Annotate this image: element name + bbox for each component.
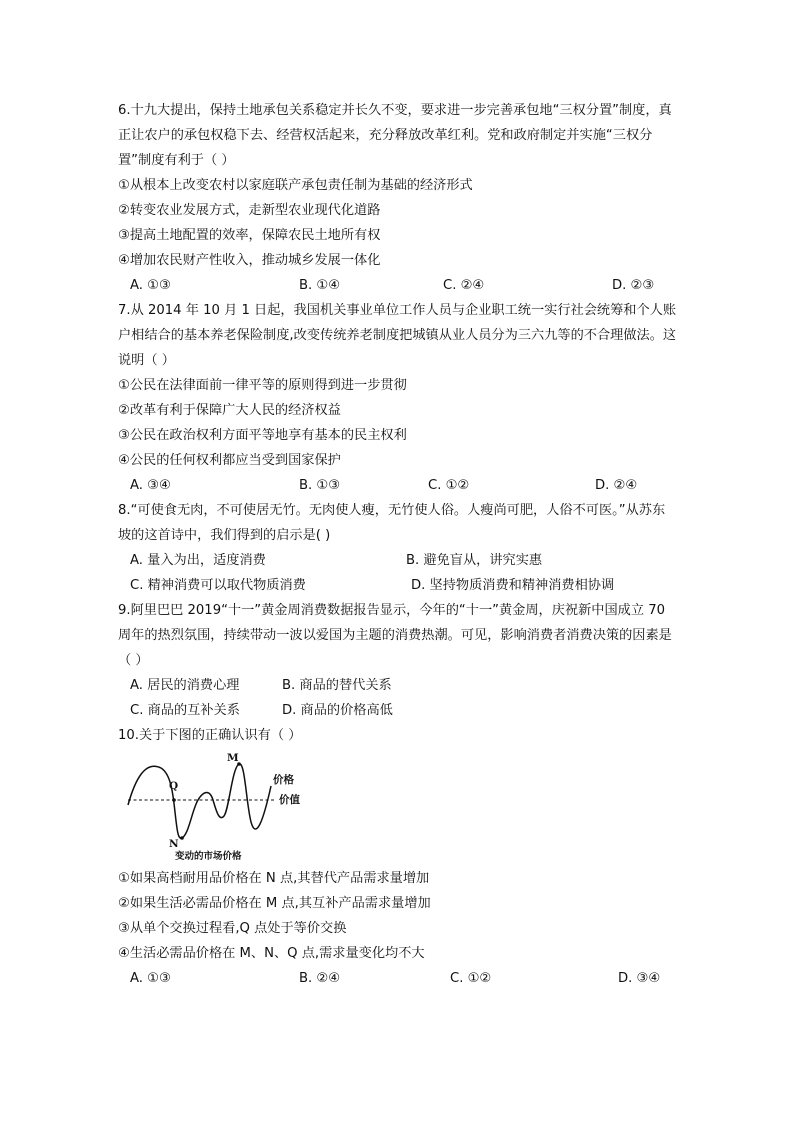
option-a[interactable]: A. 居民的消费心理 xyxy=(130,678,240,693)
option-a[interactable]: A. ①③ xyxy=(130,278,171,293)
statement-item: ③从单个交换过程看,Q 点处于等价交换 xyxy=(118,921,347,936)
label-m: M xyxy=(227,752,239,764)
option-a[interactable]: A. ③④ xyxy=(130,478,171,493)
price-value-figure xyxy=(123,750,313,862)
label-price: 价格 xyxy=(273,774,294,786)
statement-item: ④生活必需品价格在 M、N、Q 点,需求量变化均不大 xyxy=(118,946,425,961)
answer-options xyxy=(118,548,678,573)
statement-item: ②如果生活必需品价格在 M 点,其互补产品需求量增加 xyxy=(118,896,431,911)
answer-options xyxy=(118,273,678,298)
answer-options xyxy=(118,573,678,598)
option-a[interactable]: A. 量入为出，适度消费 xyxy=(130,553,266,568)
option-c[interactable]: C. 商品的互补关系 xyxy=(130,703,240,718)
statement-item: ②转变农业发展方式，走新型农业现代化道路 xyxy=(118,203,381,218)
statement-item: ④公民的任何权利都应当受到国家保护 xyxy=(118,453,341,468)
option-d[interactable]: D. 坚持物质消费和精神消费相协调 xyxy=(411,578,615,593)
option-c[interactable]: C. 精神消费可以取代物质消费 xyxy=(130,578,306,593)
option-c[interactable]: C. ①② xyxy=(428,478,470,493)
question-6 xyxy=(118,98,678,298)
question-stem: 9.阿里巴巴 2019“十一”黄金周消费数据报告显示，今年的“十一”黄金周，庆祝新中国成立 70 周年的热烈氛围，持续带动一波以爱国为主题的消费热潮。可见，影响消费者消费决策的因素是（ ） xyxy=(118,603,672,668)
option-a[interactable]: A. ①③ xyxy=(130,971,171,986)
answer-options xyxy=(118,966,678,991)
option-d[interactable]: D. ②③ xyxy=(612,278,655,293)
statement-item: ①从根本上改变农村以家庭联产承包责任制为基础的经济形式 xyxy=(118,178,473,193)
statement-item: ②改革有利于保障广大人民的经济权益 xyxy=(118,403,341,418)
point-n xyxy=(180,836,184,840)
market-price-curve xyxy=(128,764,271,838)
label-value: 价值 xyxy=(279,794,300,806)
statement-item: ③提高土地配置的效率，保障农民土地所有权 xyxy=(118,228,381,243)
answer-options xyxy=(118,698,678,723)
option-c[interactable]: C. ①② xyxy=(450,971,492,986)
exam-page xyxy=(118,98,678,991)
answer-options xyxy=(118,673,678,698)
statement-item: ①如果高档耐用品价格在 N 点,其替代产品需求量增加 xyxy=(118,871,430,886)
label-n: N xyxy=(169,838,179,850)
option-b[interactable]: B. ①④ xyxy=(299,278,341,293)
option-b[interactable]: B. 商品的替代关系 xyxy=(282,678,392,693)
option-b[interactable]: B. 避免盲从，讲究实惠 xyxy=(406,553,543,568)
question-stem: 6.十九大提出，保持土地承包关系稳定并长久不变，要求进一步完善承包地“三权分置”制度，真正让农户的承包权稳下去、经营权活起来，充分释放改革红利。党和政府制定并实施“三权分置”制度有利于（ ） xyxy=(118,103,672,168)
option-b[interactable]: B. ①③ xyxy=(299,478,341,493)
option-d[interactable]: D. ②④ xyxy=(595,478,638,493)
question-10 xyxy=(118,723,678,991)
statement-item: ③公民在政治权利方面平等地享有基本的民主权利 xyxy=(118,428,407,443)
statement-item: ④增加农民财产性收入，推动城乡发展一体化 xyxy=(118,253,381,268)
option-d[interactable]: D. ③④ xyxy=(618,971,661,986)
question-7 xyxy=(118,298,678,498)
question-9 xyxy=(118,598,678,723)
question-stem: 10.关于下图的正确认识有（ ） xyxy=(118,728,302,743)
label-q: Q xyxy=(169,780,179,792)
question-8 xyxy=(118,498,678,598)
option-d[interactable]: D. 商品的价格高低 xyxy=(282,703,393,718)
option-c[interactable]: C. ②④ xyxy=(443,278,485,293)
figure-caption: 变动的市场价格 xyxy=(175,851,242,862)
point-q xyxy=(172,798,176,802)
question-stem: 7.从 2014 年 10 月 1 日起，我国机关事业单位工作人员与企业职工统一实行社会统筹和个人账户相结合的基本养老保险制度,改变传统养老制度把城镇从业人员分为三六九等的不合理做法。这说明（ ） xyxy=(118,303,677,368)
answer-options xyxy=(118,473,678,498)
option-b[interactable]: B. ②④ xyxy=(299,971,341,986)
question-stem: 8.“可使食无肉，不可使居无竹。无肉使人瘦，无竹使人俗。人瘦尚可肥，人俗不可医。”从苏东坡的这首诗中，我们得到的启示是( ) xyxy=(118,503,666,543)
statement-item: ①公民在法律面前一律平等的原则得到进一步贯彻 xyxy=(118,378,407,393)
